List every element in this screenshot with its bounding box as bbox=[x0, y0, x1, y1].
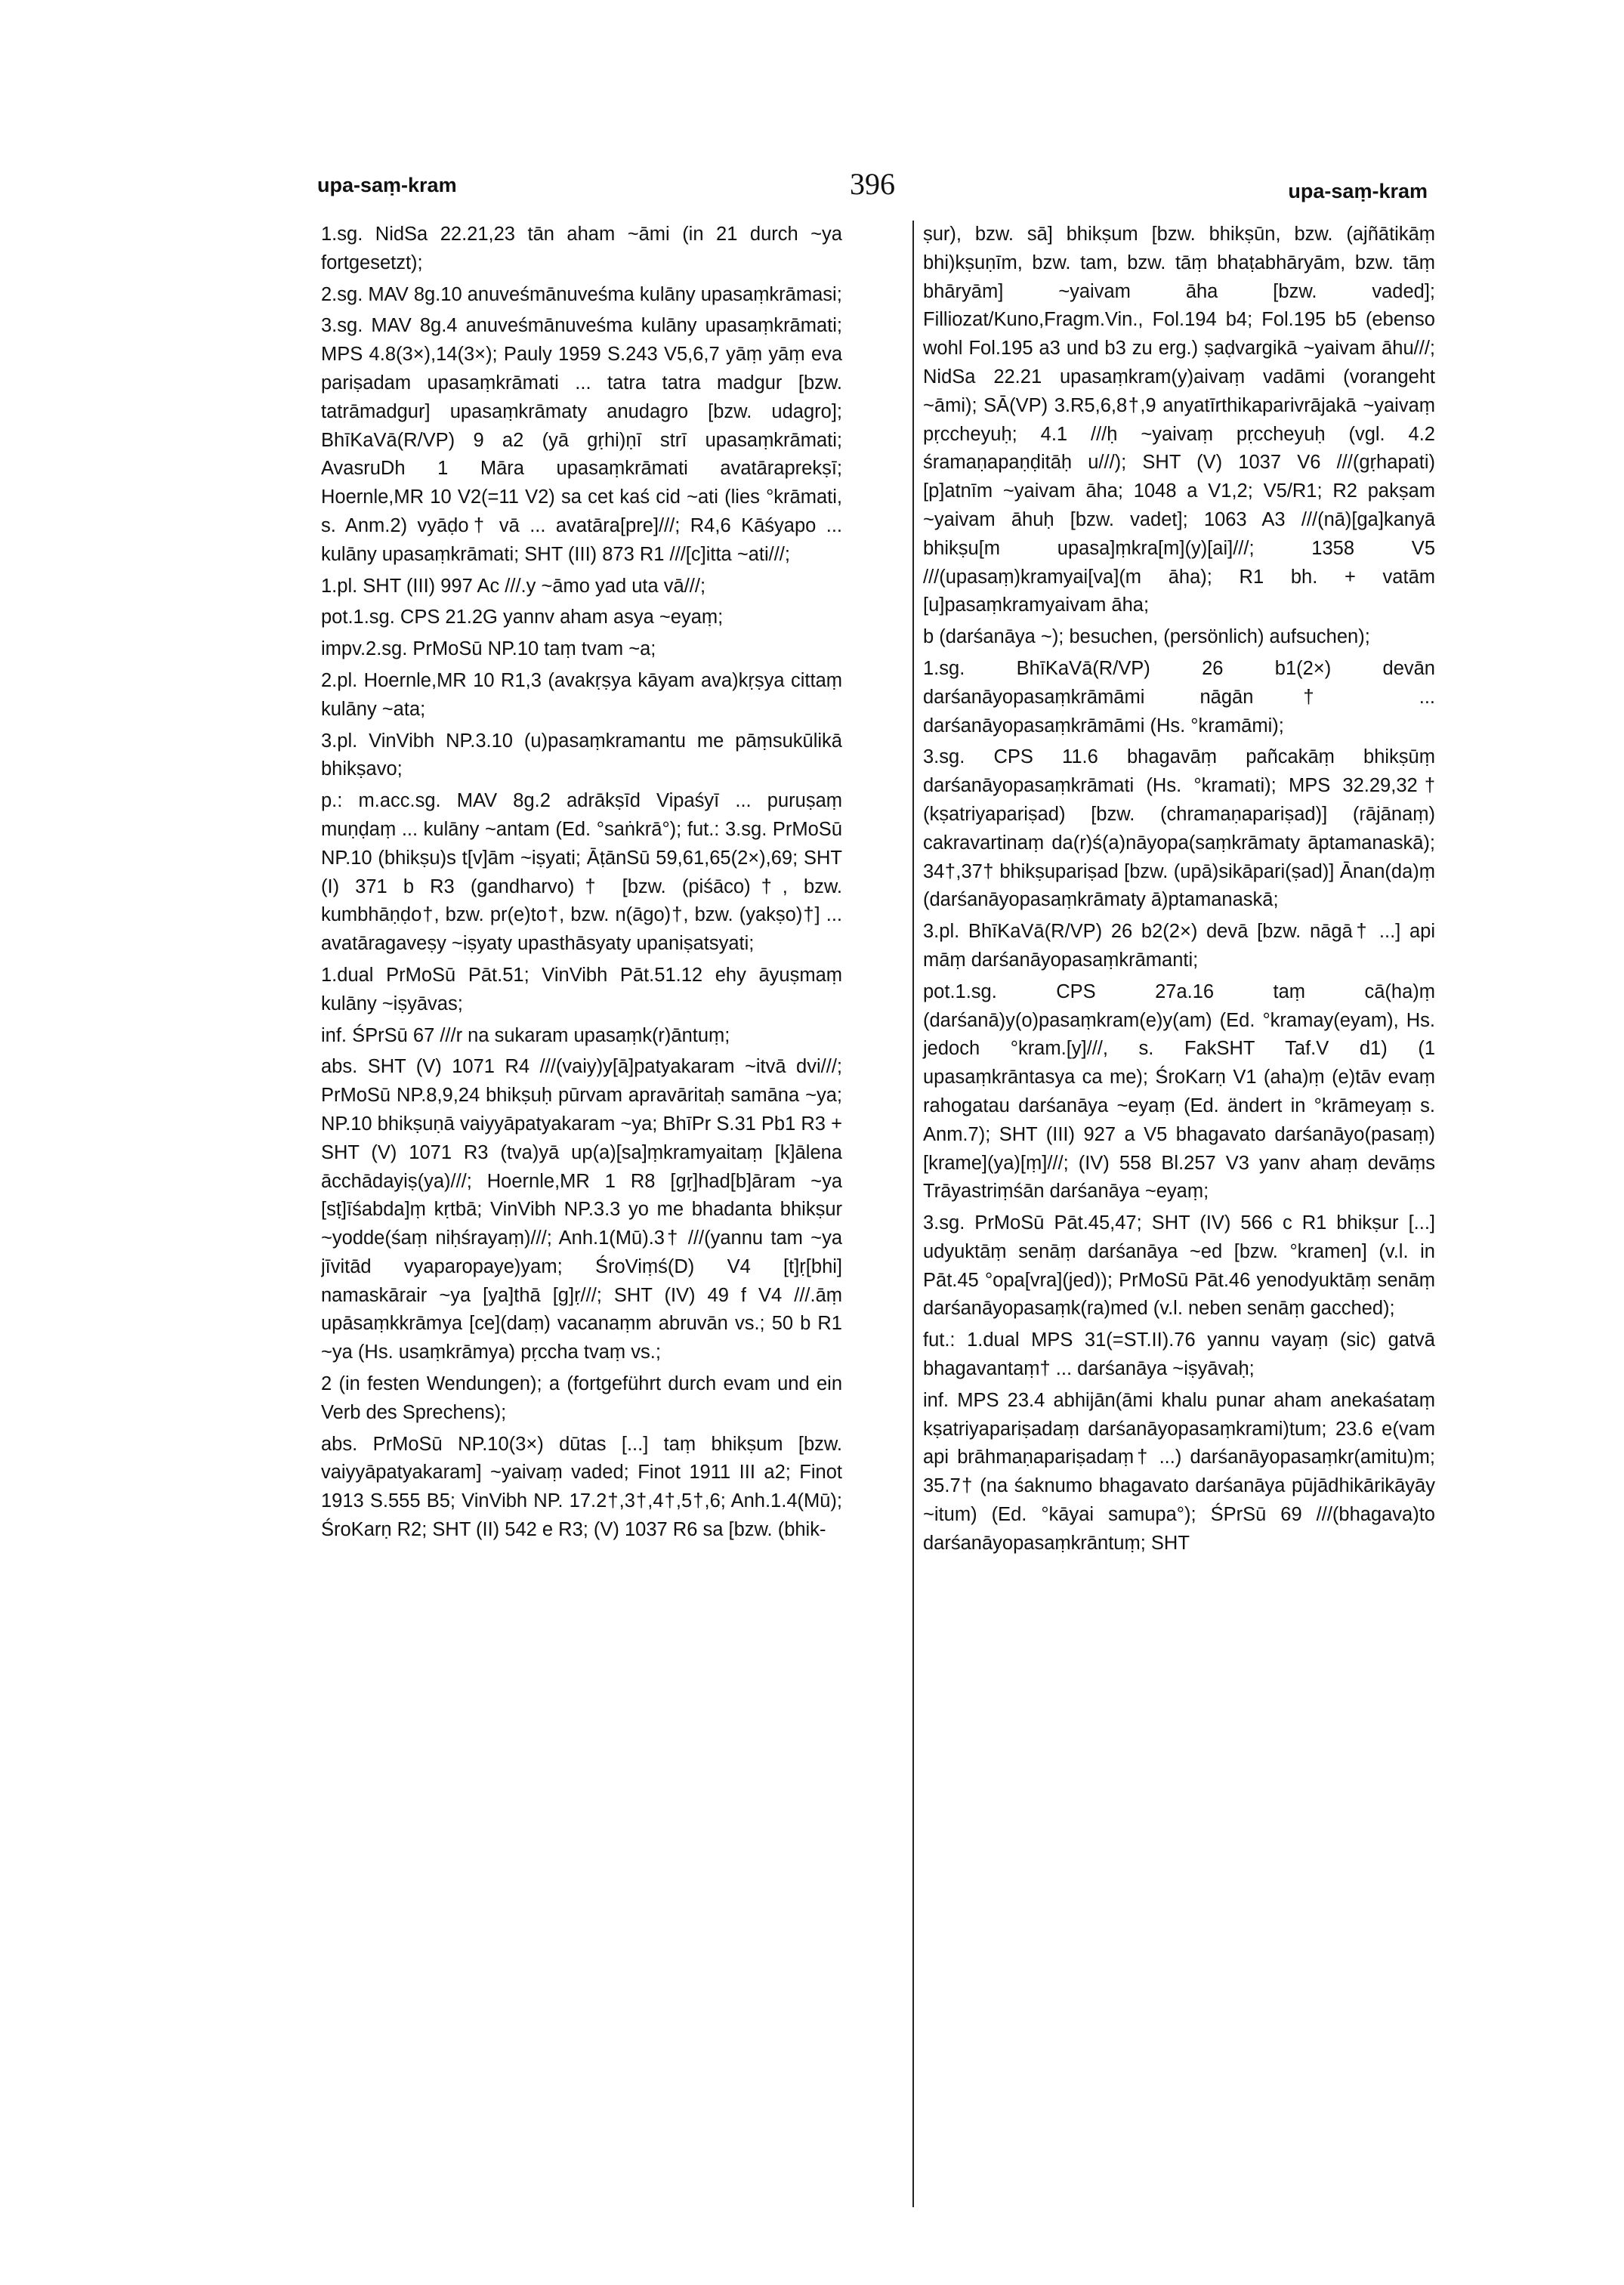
entry-paragraph: p.: m.acc.sg. MAV 8g.2 adrākṣīd Vipaśyī ... puruṣaṃ muṇḍaṃ ... kulāny ~antam (Ed. °saṅkrā°); fut.: 3.sg. PrMoSū NP.10 (bhikṣu)s t[v]ām ~iṣyati; ĀṭānSū 59,61,65(2×),69; SHT (I) 371 b R3 (gandharvo)† [bzw. (piśāco)†, bzw. kumbhāṇḍo†, bzw. pr(e)to†, bzw. n(āgo)†, bzw. (yakṣo)†] ... avatāragaveṣy ~iṣyaty upasthāsyaty upaniṣatsyati; bbox=[321, 790, 842, 955]
page-number: 396 bbox=[850, 167, 895, 201]
right-column bbox=[912, 221, 1435, 2207]
entry-paragraph: 1.sg. BhīKaVā(R/VP) 26 b1(2×) devān darśanāyopasaṃkrāmāmi nāgān† ... darśanāyopasaṃkrāmāmi (Hs. °kramāmi); bbox=[923, 657, 1435, 736]
entry-paragraph: 3.pl. VinVibh NP.3.10 (u)pasaṃkramantu me pāṃsukūlikā bhikṣavo; bbox=[321, 730, 842, 780]
entry-paragraph: fut.: 1.dual MPS 31(=ST.II).76 yannu vayaṃ (sic) gatvā bhagavantaṃ† ... darśanāya ~iṣyāvaḥ; bbox=[923, 1329, 1435, 1380]
entry-paragraph: 1.dual PrMoSū Pāt.51; VinVibh Pāt.51.12 ehy āyuṣmaṃ kulāny ~iṣyāvas; bbox=[321, 964, 842, 1014]
entry-paragraph: pot.1.sg. CPS 27a.16 taṃ cā(ha)ṃ (darśanā)y(o)pasaṃkram(e)y(am) (Ed. °kramay(eyam), Hs. jedoch °kram.[y]///, s. FakSHT Taf.V d1) (1 upasaṃkrāntasya ca me); ŚroKarṇ V1 (aha)ṃ (e)tāv evaṃ rahogatau darśanāya ~eyaṃ (Ed. ändert in °krāmeyaṃ s. Anm.7); SHT (III) 927 a V5 bhagavato darśanāyo(pasaṃ)[krame](ya)[ṃ]///; (IV) 558 Bl.257 V3 yanv ahaṃ devāṃs Trāyastriṃśān darśanāya ~eyaṃ; bbox=[923, 980, 1435, 1203]
entry-paragraph: abs. SHT (V) 1071 R4 ///(vaiy)y[ā]patyakaram ~itvā dvi///; PrMoSū NP.8,9,24 bhikṣuḥ pūrvam apravāritaḥ samāna ~ya; NP.10 bhikṣuṇā vaiyyāpatyakaram ~ya; BhīPr S.31 Pb1 R3 + SHT (V) 1071 R3 (tva)yā up(a)[sa]ṃkramyaitaṃ [k]ālena ācchādayiṣ(ya)///; Hoernle,MR 1 R8 [gṛ]had[b]āram ~ya [sṭ]īśabda]ṃ kṛtbā; VinVibh NP.3.3 yo me bhadanta bhikṣur ~yodde(śaṃ niḥśrayaṃ)///; Anh.1(Mū).3† ///(yannu tam ~ya jīvitād vyaparopaye)yam; ŚroViṃś(D) V4 [t]ṛ[bhi] namaskārair ~ya [ya]thā [g]ṛ///; SHT (IV) 49 f V4 ///.āṃ upāsaṃkkrāmya [ce](daṃ) vacanaṃm abruvān vs.; 50 b R1 ~ya (Hs. usaṃkrāmya) pṛccha tvaṃ vs.; bbox=[321, 1056, 842, 1363]
entry-paragraph: 1.sg. NidSa 22.21,23 tān aham ~āmi (in 21 durch ~ya fortgesetzt); bbox=[321, 224, 842, 273]
entry-paragraph: 3.sg. CPS 11.6 bhagavāṃ pañcakāṃ bhikṣūṃ darśanāyopasaṃkrāmati (Hs. °kramati); MPS 32.29,32† (kṣatriyapariṣad) [bzw. (chramaṇapariṣad)] (rājānaṃ) cakravartinaṃ da(r)ś(a)nāyopa(saṃkrāmaty āptamanaskā); 34†,37† bhikṣupariṣad [bzw. (upā)sikāpari(ṣad)] Ānan(da)ṃ (darśanāyopasaṃkrāmaty ā)ptamanaskā; bbox=[923, 746, 1435, 911]
entry-paragraph: b (darśanāya ~); besuchen, (persönlich) aufsuchen); bbox=[923, 626, 1370, 648]
entry-paragraph: abs. PrMoSū NP.10(3×) dūtas [...] taṃ bhikṣum [bzw. vaiyyāpatyakaram] ~yaivaṃ vaded; Finot 1911 III a2; Finot 1913 S.555 B5; VinVibh NP. 17.2†,3†,4†,5†,6; Anh.1.4(Mū); ŚroKarṇ R2; SHT (II) 542 e R3; (V) 1037 R6 sa [bzw. (bhik- bbox=[321, 1433, 842, 1541]
entry-paragraph: 1.pl. SHT (III) 997 Ac ///.y ~āmo yad uta vā///; bbox=[321, 575, 706, 597]
entry-paragraph: pot.1.sg. CPS 21.2G yannv aham asya ~eyaṃ; bbox=[321, 607, 724, 628]
running-head-right: upa-saṃ-kram bbox=[1288, 180, 1428, 202]
entry-paragraph: impv.2.sg. PrMoSū NP.10 taṃ tvam ~a; bbox=[321, 638, 656, 660]
entry-paragraph: 2.sg. MAV 8g.10 anuveśmānuveśma kulāny upasaṃkrāmasi; bbox=[321, 283, 842, 305]
left-column bbox=[321, 221, 842, 2207]
entry-paragraph: inf. MPS 23.4 abhijān(āmi khalu punar aham anekaśataṃ kṣatriyapariṣadaṃ darśanāyopasaṃkrami)tum; 23.6 e(vam api brāhmaṇapariṣadaṃ† ...) darśanāyopasaṃkr(amitu)m; 35.7† (na śaknumo bhagavato darśanāya pūjādhikārikāyāy ~itum) (Ed. °kāyai samupa°); ŚPrSū 69 ///(bhagava)to darśanāyopasaṃkrāntuṃ; SHT bbox=[923, 1389, 1435, 1554]
entry-paragraph: 3.sg. PrMoSū Pāt.45,47; SHT (IV) 566 c R1 bhikṣur [...] udyuktāṃ senāṃ darśanāya ~ed [bzw. °kramen] (v.l. in Pāt.45 °opa[vra](jed)); PrMoSū Pāt.46 yenodyuktāṃ senāṃ darśanāyopasaṃk(ra)med (v.l. neben senāṃ gacched); bbox=[923, 1212, 1435, 1320]
entry-paragraph: 3.sg. MAV 8g.4 anuveśmānuveśma kulāny upasaṃkrāmati; MPS 4.8(3×),14(3×); Pauly 1959 S.243 V5,6,7 yāṃ yāṃ eva pariṣadam upasaṃkrāmati ... tatra tatra madgur [bzw. tatrāmadgur] upasaṃkrāmaty anudagro [bzw. udagro]; BhīKaVā(R/VP) 9 a2 (yā gṛhi)ṇī strī upasaṃkrāmati; AvasruDh 1 Māra upasaṃkrāmati avatāraprekṣī; Hoernle,MR 10 V2(=11 V2) sa cet kaś cid ~ati (lies °krāmati, s. Anm.2) vyāḍo† vā ... avatāra[pre]///; R4,6 Kāśyapo ... kulāny upasaṃkrāmati; SHT (III) 873 R1 ///[c]itta ~ati///; bbox=[321, 315, 842, 565]
entry-paragraph: ṣur), bzw. sā] bhikṣum [bzw. bhikṣūn, bzw. (ajñātikāṃ bhi)kṣuṇīm, bzw. tam, bzw. tāṃ bhaṭabhāryām, bzw. tāṃ bhāryām] ~yaivam āha [bzw. vaded]; Filliozat/Kuno,Fragm.Vin., Fol.194 b4; Fol.195 b5 (ebenso wohl Fol.195 a3 und b3 zu erg.) ṣaḍvargikā ~yaivam āhu///; NidSa 22.21 upasaṃkram(y)aivaṃ vadāmi (vorangeht ~āmi); SĀ(VP) 3.R5,6,8†,9 anyatīrthikaparivrājakā ~yaivaṃ pṛccheyuḥ; 4.1 ///ḥ ~yaivaṃ pṛccheyuḥ (vgl. 4.2 śramaṇapaṇḍitāḥ u///); SHT (V) 1037 V6 ///(gṛhapati)[p]atnīm ~yaivam āha; 1048 a V1,2; V5/R1; R2 pakṣam ~yaivam āhuḥ [bzw. vadet]; 1063 A3 ///(nā)[ga]kanyā bhikṣu[m upasa]ṃkra[m](y)[ai]///; 1358 V5 ///(upasaṃ)kramyai[va](m āha); R1 bh. + vatām [u]pasaṃkramyaivam āha; bbox=[923, 224, 1435, 616]
entry-paragraph: 2 (in festen Wendungen); a (fortgeführt durch evam und ein Verb des Sprechens); bbox=[321, 1373, 842, 1423]
entry-paragraph: inf. ŚPrSū 67 ///r na sukaram upasaṃk(r)āntuṃ; bbox=[321, 1024, 730, 1046]
running-head-left: upa-saṃ-kram bbox=[317, 174, 457, 196]
page-header bbox=[317, 166, 1428, 212]
entry-paragraph: 3.pl. BhīKaVā(R/VP) 26 b2(2×) devā [bzw. nāgā† ...] api māṃ darśanāyopasaṃkrāmanti; bbox=[923, 921, 1435, 971]
entry-paragraph: 2.pl. Hoernle,MR 10 R1,3 (avakṛṣya kāyam ava)kṛṣya cittaṃ kulāny ~ata; bbox=[321, 669, 842, 720]
